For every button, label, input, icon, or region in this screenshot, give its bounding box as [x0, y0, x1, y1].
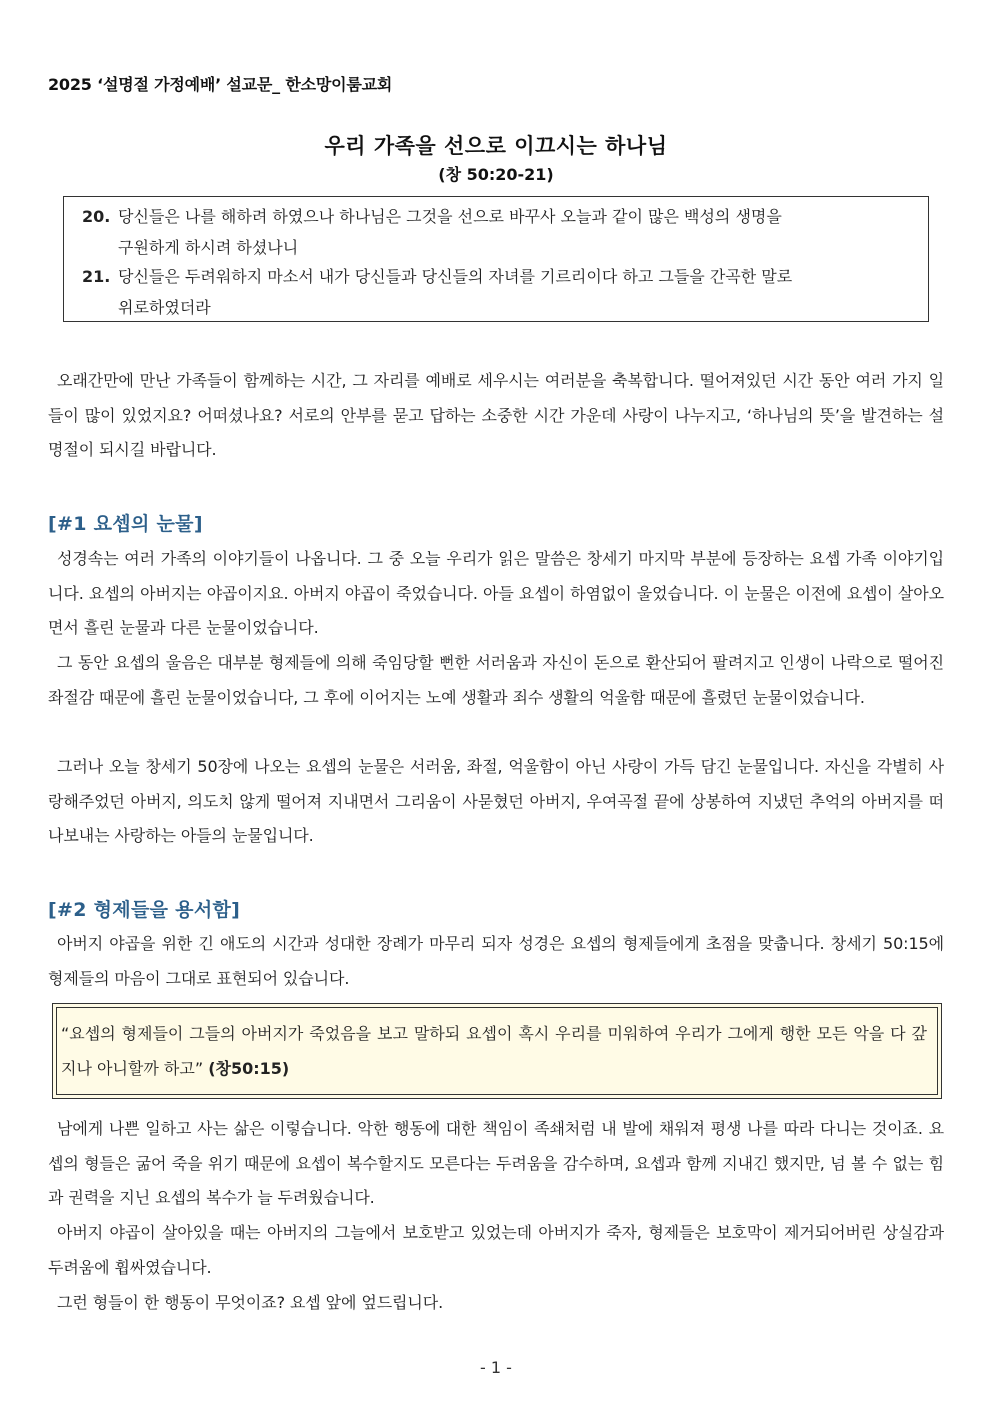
verse-text-line: 당신들은 두려워하지 마소서 내가 당신들과 당신들의 자녀를 기르리이다 하고 그들을 간곡한 말로	[118, 267, 793, 286]
verse-20	[82, 201, 912, 263]
verse-number: 21.	[82, 267, 111, 286]
document-header: 2025 ‘설명절 가정예배’ 설교문_ 한소망이룸교회	[48, 75, 393, 94]
verse-text-line: 위로하였더라	[118, 298, 211, 317]
section1-paragraph: 그러나 오늘 창세기 50장에 나오는 요셉의 눈물은 서러움, 좌절, 억울함이 아닌 사랑이 가득 담긴 눈물입니다. 자신을 각별히 사랑해주었던 아버지, 의도치 않게 떨어져 지내면서 그리움이 사묻혔던 아버지, 우여곡절 끝에 상봉하여 지냈던 추억의 아버지를 떠나보내는 사랑하는 아들의 눈물입니다.	[48, 757, 944, 845]
section2-paragraph: 아버지 야곱이 살아있을 때는 아버지의 그늘에서 보호받고 있었는데 아버지가 죽자, 형제들은 보호막이 제거되어버린 상실감과 두려움에 휩싸였습니다.	[48, 1223, 944, 1277]
section1-paragraph: 그 동안 요셉의 울음은 대부분 형제들에 의해 죽임당할 뻔한 서러움과 자신이 돈으로 환산되어 팔려지고 인생이 나락으로 떨어진 좌절감 때문에 흘린 눈물이었습니다, 그 후에 이어지는 노예 생활과 죄수 생활의 억울함 때문에 흘렸던 눈물이었습니다.	[48, 653, 944, 707]
section2-intro: 아버지 야곱을 위한 긴 애도의 시간과 성대한 장례가 마무리 되자 성경은 요셉의 형제들에게 초점을 맞춥니다. 창세기 50:15에 형제들의 마음이 그대로 표현되어 있습니다.	[48, 934, 944, 988]
page-number: - 1 -	[480, 1358, 512, 1377]
verse-number: 20.	[82, 207, 111, 226]
section-heading-1: [#1 요셉의 눈물]	[48, 513, 203, 535]
quote-text	[61, 1016, 927, 1086]
quote-body: “요셉의 형제들이 그들의 아버지가 죽었음을 보고 말하되 요셉이 혹시 우리를 미워하여 우리가 그에게 행한 모든 악을 다 갚지나 아니할까 하고”	[61, 1024, 927, 1078]
scripture-reference: (창 50:20-21)	[438, 165, 554, 184]
section2-paragraph: 남에게 나쁜 일하고 사는 삶은 이렇습니다. 악한 행동에 대한 책임이 족쇄처럼 내 발에 채워져 평생 나를 따라 다니는 것이죠. 요셉의 형들은 굶어 죽을 위기 때문에 요셉이 복수할지도 모른다는 두려움을 감수하며, 요셉과 함께 지내긴 했지만, 넘 볼 수 없는 힘과 권력을 지닌 요셉의 복수가 늘 두려웠습니다.	[48, 1119, 944, 1207]
verse-text-line: 당신들은 나를 해하려 하였으나 하나님은 그것을 선으로 바꾸사 오늘과 같이 많은 백성의 생명을	[118, 207, 782, 226]
sermon-title: 우리 가족을 선으로 이끄시는 하나님	[324, 134, 668, 158]
quote-reference: (창50:15)	[208, 1059, 290, 1078]
intro-paragraph: 오래간만에 만난 가족들이 함께하는 시간, 그 자리를 예배로 세우시는 여러분을 축복합니다. 떨어져있던 시간 동안 여러 가지 일들이 많이 있었지요? 어떠셨나요? 서로의 안부를 묻고 답하는 소중한 시간 가운데 사랑이 나누지고, ‘하나님의 뜻’을 발견하는 설 명절이 되시길 바랍니다.	[48, 371, 944, 459]
scripture-box	[63, 196, 929, 322]
section1-paragraph: 성경속는 여러 가족의 이야기들이 나옵니다. 그 중 오늘 우리가 읽은 말씀은 창세기 마지막 부분에 등장하는 요셉 가족 이야기입니다. 요셉의 아버지는 야곱이지요. 아버지 야곱이 죽었습니다. 아들 요셉이 하염없이 울었습니다. 이 눈물은 이전에 요셉이 살아오면서 흘린 눈물과 다른 눈물이었습니다.	[48, 549, 944, 637]
section2-paragraph: 그런 형들이 한 행동이 무엇이죠? 요셉 앞에 엎드립니다.	[57, 1293, 444, 1312]
section-heading-2: [#2 형제들을 용서함]	[48, 899, 241, 921]
verse-text-line: 구원하게 하시려 하셨나니	[118, 238, 299, 257]
verse-21	[82, 261, 912, 323]
quote-box	[52, 1003, 942, 1099]
